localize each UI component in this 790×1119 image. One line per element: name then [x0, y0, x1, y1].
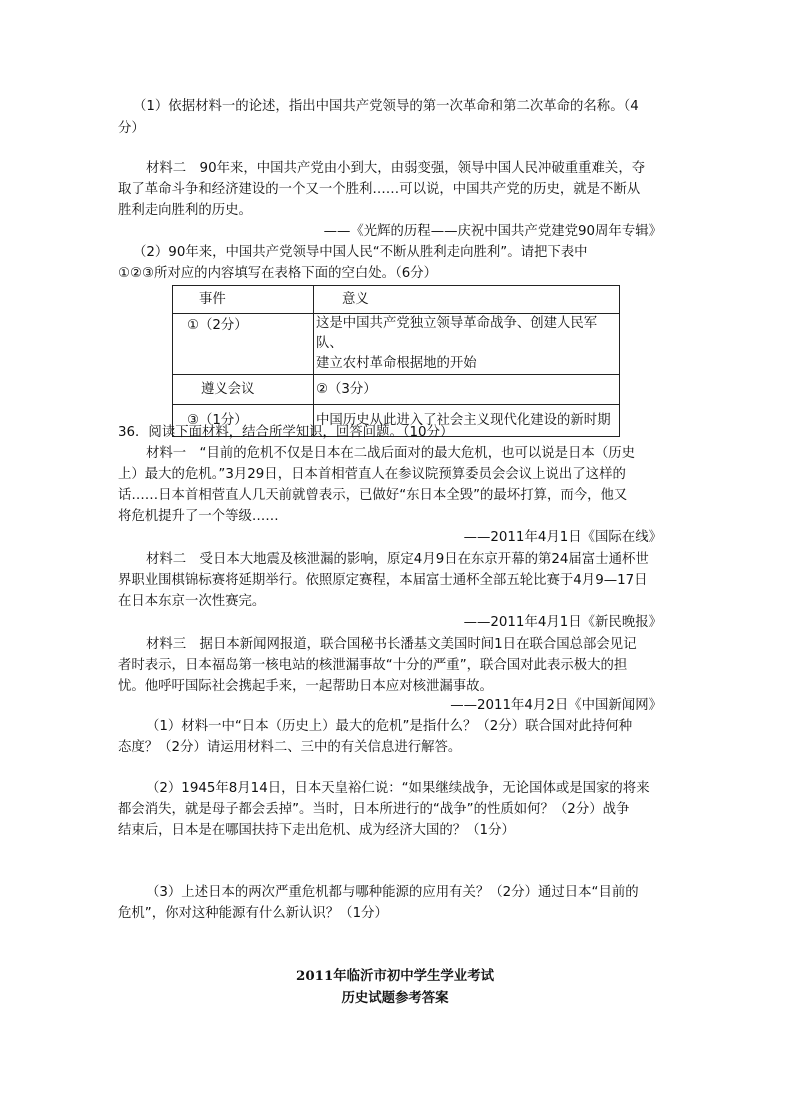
q36-sub2-line1: （2）1945年8月14日，日本天皇裕仁说：“如果继续战争，无论国体或是国家的将来: [146, 781, 650, 796]
q36-sub2-line3: 结束后，日本是在哪国扶持下走出危机、成为经济大国的？（1分）: [118, 823, 515, 838]
q2-line1: （2）90年来，中国共产党领导中国人民“不断从胜利走向胜利”。请把下表中: [133, 245, 588, 260]
q36-material2-line3: 在日本东京一次性赛完。: [118, 594, 266, 609]
q36-sub3-line1: （3）上述日本的两次严重危机都与哪种能源的应用有关？（2分）通过日本“目前的: [146, 885, 639, 900]
material2-line2: 取了革命斗争和经济建设的一个又一个胜利……可以说，中国共产党的历史，就是不断从: [118, 182, 641, 197]
row1-meaning-line2: 建立农村革命根据地的开始: [316, 356, 477, 371]
q36-sub1-line1: （1）材料一中“日本（历史上）最大的危机”是指什么？（2分）联合国对此持何种: [146, 719, 633, 734]
row2-meaning: ②（3分）: [314, 375, 620, 405]
row3-event: ③（1分）: [173, 405, 314, 437]
history-table: [172, 285, 620, 437]
q36-material2-line2: 界职业围棋锦标赛将延期举行。依照原定赛程，本届富士通杯全部五轮比赛于4月9—17日: [118, 573, 648, 588]
row1-meaning: [314, 314, 620, 375]
row2-event: 遵义会议: [173, 375, 314, 405]
q36-material1-line3: 话……日本首相菅直人几天前就曾表示，已做好“东日本全毁”的最坏打算，而今，他又: [118, 488, 628, 503]
q36-material2-source: ——2011年4月1日《新民晚报》: [463, 615, 662, 630]
row1-event: ①（2分）: [173, 314, 314, 375]
q36-sub2-line2: 都会消失，就是母子都会丢掉”。当时，日本所进行的“战争”的性质如何？（2分）战争: [118, 802, 630, 817]
row1-meaning-line1: 这是中国共产党独立领导革命战争、创建人民军队、: [316, 316, 598, 351]
q36-material1-line2: 上）最大的危机。”3月29日，日本首相菅直人在参议院预算委员会会议上说出了这样的: [118, 467, 626, 482]
q36-material1-line4: 将危机提升了一个等级……: [118, 509, 279, 524]
q36-material3-source: ——2011年4月2日《中国新闻网》: [450, 698, 662, 713]
q1-line1: （1）依据材料一的论述，指出中国共产党领导的第一次革命和第二次革命的名称。（4: [133, 99, 639, 114]
q36-material1-source: ——2011年4月1日《国际在线》: [463, 530, 662, 545]
q36-heading: 36．阅读下面材料，结合所学知识，回答问题。（10分）: [118, 425, 454, 440]
table-row: [173, 314, 620, 375]
answer-title: 2011年临沂市初中学生学业考试: [296, 968, 494, 984]
material2-source: ——《光辉的历程——庆祝中国共产党建党90周年专辑》: [323, 224, 662, 239]
header-event: 事件: [173, 286, 314, 314]
row3-meaning: 中国历史从此进入了社会主义现代化建设的新时期: [314, 405, 620, 437]
q36-sub1-line2: 态度？（2分）请运用材料二、三中的有关信息进行解答。: [118, 740, 462, 755]
material2-line1: 材料二 90年来，中国共产党由小到大，由弱变强，领导中国人民冲破重重难关，夺: [146, 161, 646, 176]
q2-line2: ①②③所对应的内容填写在表格下面的空白处。（6分）: [118, 266, 438, 281]
q36-material3-line3: 忧。他呼吁国际社会携起手来，一起帮助日本应对核泄漏事故。: [118, 679, 493, 694]
q36-material3-line1: 材料三 据日本新闻网报道，联合国秘书长潘基文美国时间1日在联合国总部会见记: [146, 637, 637, 652]
table-header-row: [173, 286, 620, 314]
q36-material2-line1: 材料二 受日本大地震及核泄漏的影响，原定4月9日在东京开幕的第24届富士通杯世: [146, 552, 649, 567]
answer-subtitle: 历史试题参考答案: [341, 990, 449, 1006]
q1-line2: 分）: [118, 121, 145, 136]
q36-material3-line2: 者时表示，日本福岛第一核电站的核泄漏事故“十分的严重”，联合国对此表示极大的担: [118, 658, 628, 673]
header-meaning: 意义: [314, 286, 620, 314]
table-row: [173, 375, 620, 405]
q36-sub3-line2: 危机”，你对这种能源有什么新认识？（1分）: [118, 906, 388, 921]
material2-line3: 胜利走向胜利的历史。: [118, 203, 252, 218]
q36-material1-line1: 材料一 “目前的危机不仅是日本在二战后面对的最大危机，也可以说是日本（历史: [146, 446, 635, 461]
